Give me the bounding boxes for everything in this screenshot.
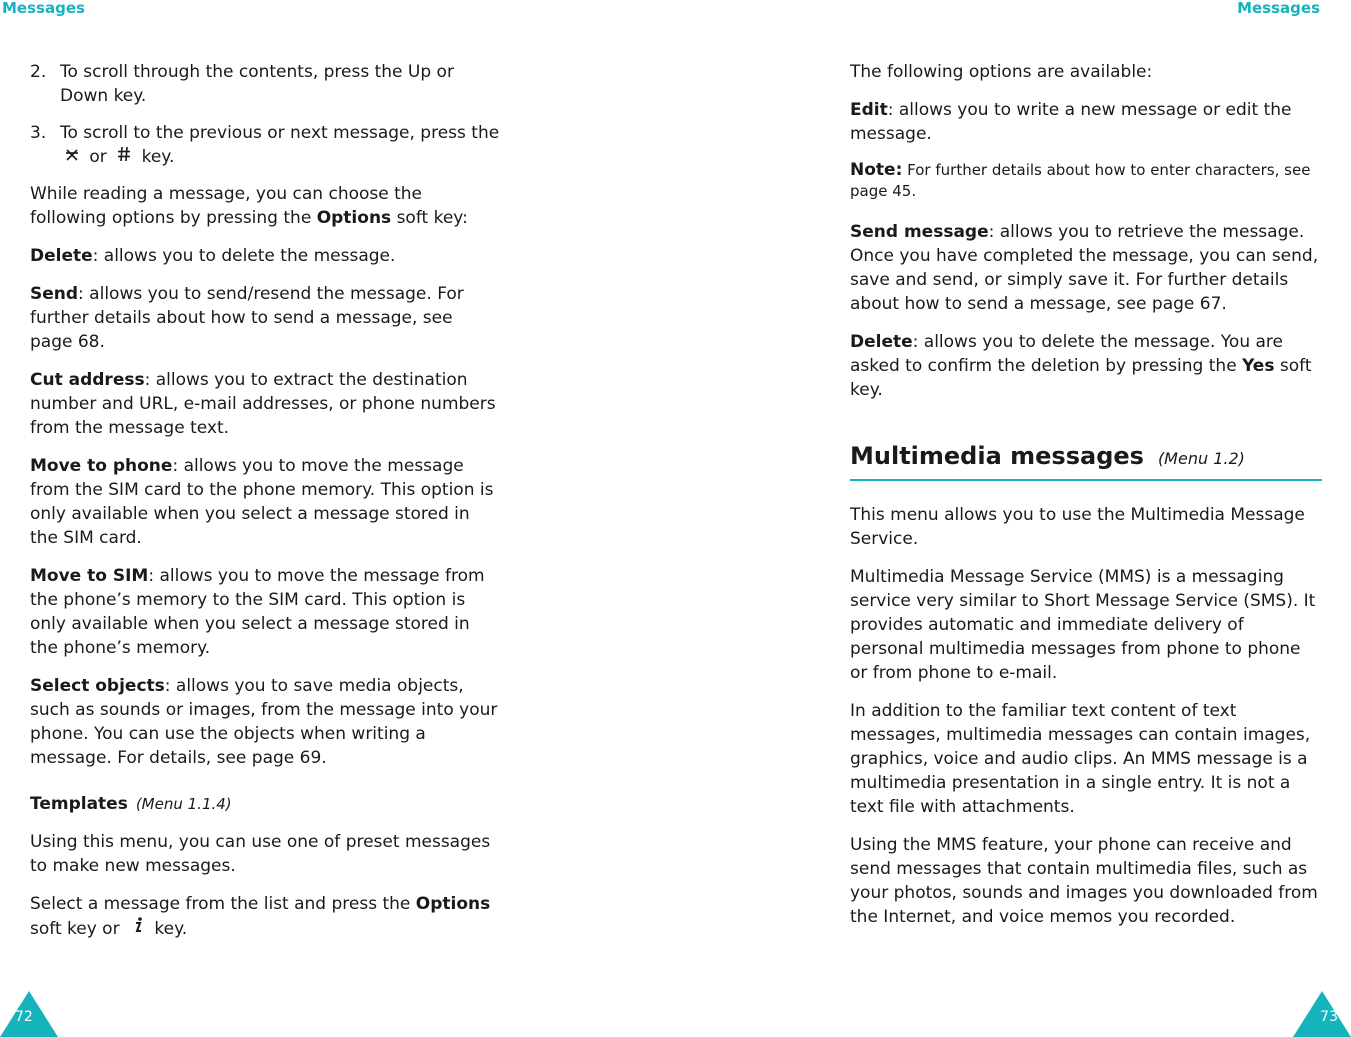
step-text-mid: or — [89, 147, 107, 167]
option-desc: : allows you to write a new message or edit the message. — [850, 100, 1292, 144]
page-header: Messages — [1237, 0, 1320, 17]
options-intro — [30, 182, 500, 230]
options-intro: The following options are available: — [850, 62, 1153, 82]
option-delete — [30, 244, 500, 268]
option-desc: : allows you to retrieve the message. Once you have completed the message, you can send, save and send, or simply save it. For further details about how to send a message, see page 67. — [850, 222, 1319, 314]
note-text: For further details about how to enter characters, see page 45. — [850, 161, 1311, 200]
option-desc: : allows you to move the message from the phone’s memory to the SIM card. This option is only available when you select a message stored in the phone’s memory. — [30, 566, 485, 658]
mms-paragraph: This menu allows you to use the Multimedia Message Service. — [850, 505, 1305, 549]
info-key-icon — [125, 916, 149, 941]
step-item — [30, 60, 500, 108]
templates-heading — [30, 792, 500, 816]
hash-key-icon — [112, 145, 136, 169]
page-header: Messages — [2, 0, 85, 17]
option-send — [30, 282, 500, 354]
options-softkey-label: Options — [316, 208, 392, 228]
option-desc: : allows you to send/resend the message. For further details about how to send a message, see page 68. — [30, 284, 464, 352]
page-number-badge — [0, 991, 58, 1037]
instructions-text: Select a message from the list and press the — [30, 894, 411, 914]
option-desc: : allows you to move the message from the SIM card to the phone memory. This option is only available when you select a message stored in the SIM card. — [30, 456, 494, 548]
option-select-objects — [30, 674, 500, 770]
menu-reference: (Menu 1.2) — [1157, 449, 1245, 468]
note-block — [850, 160, 1322, 202]
right-page — [676, 0, 1351, 1037]
step-item — [30, 121, 500, 169]
menu-reference: (Menu 1.1.4) — [135, 795, 232, 813]
intro-text-post: soft key: — [396, 208, 468, 228]
page-number: 72 — [15, 1009, 33, 1025]
star-key-icon — [60, 145, 84, 169]
options-softkey-label: Options — [415, 894, 491, 914]
option-term: Cut address — [30, 370, 145, 390]
templates-desc: Using this menu, you can use one of preset messages to make new messages. — [30, 832, 491, 876]
page-number-badge — [1293, 991, 1351, 1037]
option-desc: : allows you to delete the message. — [92, 246, 396, 266]
page-number: 73 — [1320, 1009, 1338, 1025]
option-delete — [850, 330, 1322, 402]
templates-instructions — [30, 892, 500, 941]
section-title-text: Multimedia messages — [850, 442, 1144, 470]
option-move-to-sim — [30, 564, 500, 660]
option-term: Move to phone — [30, 456, 173, 476]
step-number: 2. — [30, 62, 47, 82]
option-term: Move to SIM — [30, 566, 149, 586]
left-content — [30, 60, 500, 955]
option-desc-post: soft key. — [850, 356, 1312, 400]
option-term: Send — [30, 284, 79, 304]
step-text: To scroll through the contents, press the Up or Down key. — [60, 62, 454, 106]
instructions-text-mid: soft key or — [30, 919, 120, 939]
option-term: Delete — [30, 246, 93, 266]
option-send-message — [850, 220, 1322, 316]
option-term: Delete — [850, 332, 913, 352]
option-desc: : allows you to delete the message. You are asked to confirm the deletion by pressing the — [850, 332, 1283, 376]
left-page — [0, 0, 675, 1037]
intro-text: While reading a message, you can choose the following options by pressing the — [30, 184, 423, 228]
mms-paragraph: In addition to the familiar text content of text messages, multimedia messages can contain images, graphics, voice and audio clips. An MMS message is a multimedia presentation in a single entry. It is not a text file with attachments. — [850, 701, 1311, 817]
step-text-pre: To scroll to the previous or next message, press the — [60, 123, 500, 143]
right-content — [850, 60, 1322, 943]
option-edit — [850, 98, 1322, 146]
step-text — [60, 121, 500, 169]
mms-paragraph: Multimedia Message Service (MMS) is a messaging service very similar to Short Message Service (SMS). It provides automatic and immediate delivery of personal multimedia messages from phone to phone or from phone to e-mail. — [850, 567, 1316, 683]
step-number: 3. — [30, 123, 47, 143]
mms-paragraph: Using the MMS feature, your phone can receive and send messages that contain multimedia files, such as your photos, sounds and images you downloaded from the Internet, and voice memos you recorded. — [850, 835, 1318, 927]
option-move-to-phone — [30, 454, 500, 550]
note-label: Note: — [850, 160, 903, 180]
step-text-post: key. — [141, 147, 175, 167]
section-title — [850, 440, 1322, 481]
option-term: Select objects — [30, 676, 165, 696]
yes-softkey-label: Yes — [1242, 356, 1275, 376]
option-cut-address — [30, 368, 500, 440]
option-term: Send message — [850, 222, 989, 242]
option-desc: : allows you to extract the destination number and URL, e-mail addresses, or phone numbers from the message text. — [30, 370, 496, 438]
option-desc: : allows you to save media objects, such as sounds or images, from the message into your phone. You can use the objects when writing a message. For details, see page 69. — [30, 676, 498, 768]
option-term: Edit — [850, 100, 888, 120]
instructions-text-post: key. — [154, 919, 188, 939]
templates-title: Templates — [30, 794, 128, 814]
